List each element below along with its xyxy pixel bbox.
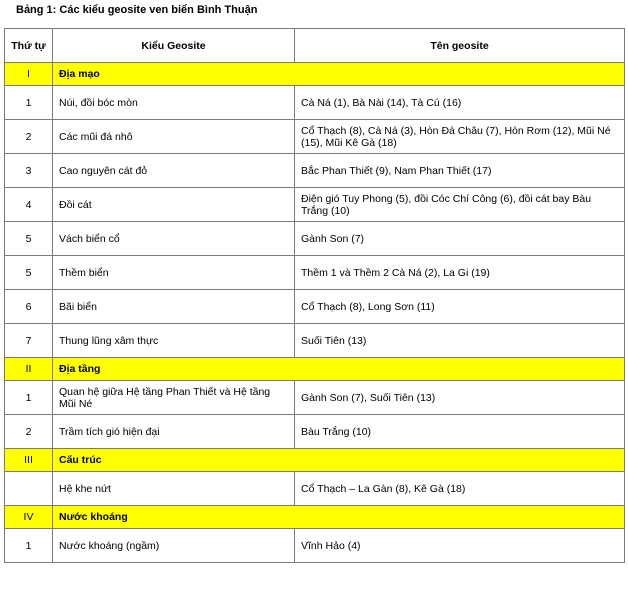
section-numeral: IV xyxy=(5,506,53,529)
section-title: Địa tầng xyxy=(53,358,625,381)
table-row xyxy=(5,324,625,358)
row-number: 2 xyxy=(5,120,53,154)
row-name: Bắc Phan Thiết (9), Nam Phan Thiết (17) xyxy=(295,154,625,188)
row-name: Vĩnh Hảo (4) xyxy=(295,529,625,563)
row-type: Thềm biển xyxy=(53,256,295,290)
section-row xyxy=(5,63,625,86)
header-type: Kiểu Geosite xyxy=(53,29,295,63)
row-number: 1 xyxy=(5,86,53,120)
row-type: Các mũi đá nhô xyxy=(53,120,295,154)
section-row xyxy=(5,449,625,472)
row-type: Hệ khe nứt xyxy=(53,472,295,506)
section-title: Cấu trúc xyxy=(53,449,625,472)
row-type: Bãi biển xyxy=(53,290,295,324)
row-type: Cao nguyên cát đỏ xyxy=(53,154,295,188)
table-row xyxy=(5,188,625,222)
table-row xyxy=(5,472,625,506)
section-numeral: III xyxy=(5,449,53,472)
row-name: Cà Ná (1), Bà Nài (14), Tà Cú (16) xyxy=(295,86,625,120)
geosite-table xyxy=(4,28,625,563)
header-name: Tên geosite xyxy=(295,29,625,63)
row-type: Nước khoáng (ngầm) xyxy=(53,529,295,563)
row-number: 4 xyxy=(5,188,53,222)
table-caption: Bảng 1: Các kiểu geosite ven biển Bình Thuận xyxy=(16,4,258,16)
row-number: 6 xyxy=(5,290,53,324)
row-name: Cổ Thạch – La Gàn (8), Kê Gà (18) xyxy=(295,472,625,506)
row-name: Thềm 1 và Thềm 2 Cà Ná (2), La Gi (19) xyxy=(295,256,625,290)
section-numeral: II xyxy=(5,358,53,381)
table-row xyxy=(5,222,625,256)
section-numeral: I xyxy=(5,63,53,86)
row-number: 1 xyxy=(5,381,53,415)
table-row xyxy=(5,256,625,290)
row-name: Điện gió Tuy Phong (5), đồi Cóc Chí Công (6), đồi cát bay Bàu Trắng (10) xyxy=(295,188,625,222)
table-row xyxy=(5,290,625,324)
row-number: 3 xyxy=(5,154,53,188)
row-number xyxy=(5,472,53,506)
row-type: Quan hệ giữa Hệ tầng Phan Thiết và Hệ tầng Mũi Né xyxy=(53,381,295,415)
table-row xyxy=(5,86,625,120)
row-name: Cổ Thạch (8), Long Sơn (11) xyxy=(295,290,625,324)
row-name: Cổ Thạch (8), Cà Ná (3), Hòn Đá Châu (7), Hòn Rơm (12), Mũi Né (15), Mũi Kê Gà (18) xyxy=(295,120,625,154)
table-body xyxy=(5,63,625,563)
table-row xyxy=(5,154,625,188)
section-row xyxy=(5,358,625,381)
row-type: Vách biển cổ xyxy=(53,222,295,256)
row-number: 7 xyxy=(5,324,53,358)
header-order: Thứ tự xyxy=(5,29,53,63)
row-name: Gành Son (7) xyxy=(295,222,625,256)
table-row xyxy=(5,120,625,154)
row-number: 5 xyxy=(5,222,53,256)
row-type: Trầm tích gió hiện đại xyxy=(53,415,295,449)
row-name: Suối Tiên (13) xyxy=(295,324,625,358)
table-row xyxy=(5,529,625,563)
row-number: 1 xyxy=(5,529,53,563)
row-type: Núi, đồi bóc mòn xyxy=(53,86,295,120)
row-type: Thung lũng xâm thực xyxy=(53,324,295,358)
row-type: Đồi cát xyxy=(53,188,295,222)
row-name: Gành Son (7), Suối Tiên (13) xyxy=(295,381,625,415)
table-row xyxy=(5,415,625,449)
section-title: Nước khoáng xyxy=(53,506,625,529)
row-number: 2 xyxy=(5,415,53,449)
table-header-row xyxy=(5,29,625,63)
section-title: Địa mạo xyxy=(53,63,625,86)
row-number: 5 xyxy=(5,256,53,290)
row-name: Bàu Trắng (10) xyxy=(295,415,625,449)
table-row xyxy=(5,381,625,415)
section-row xyxy=(5,506,625,529)
